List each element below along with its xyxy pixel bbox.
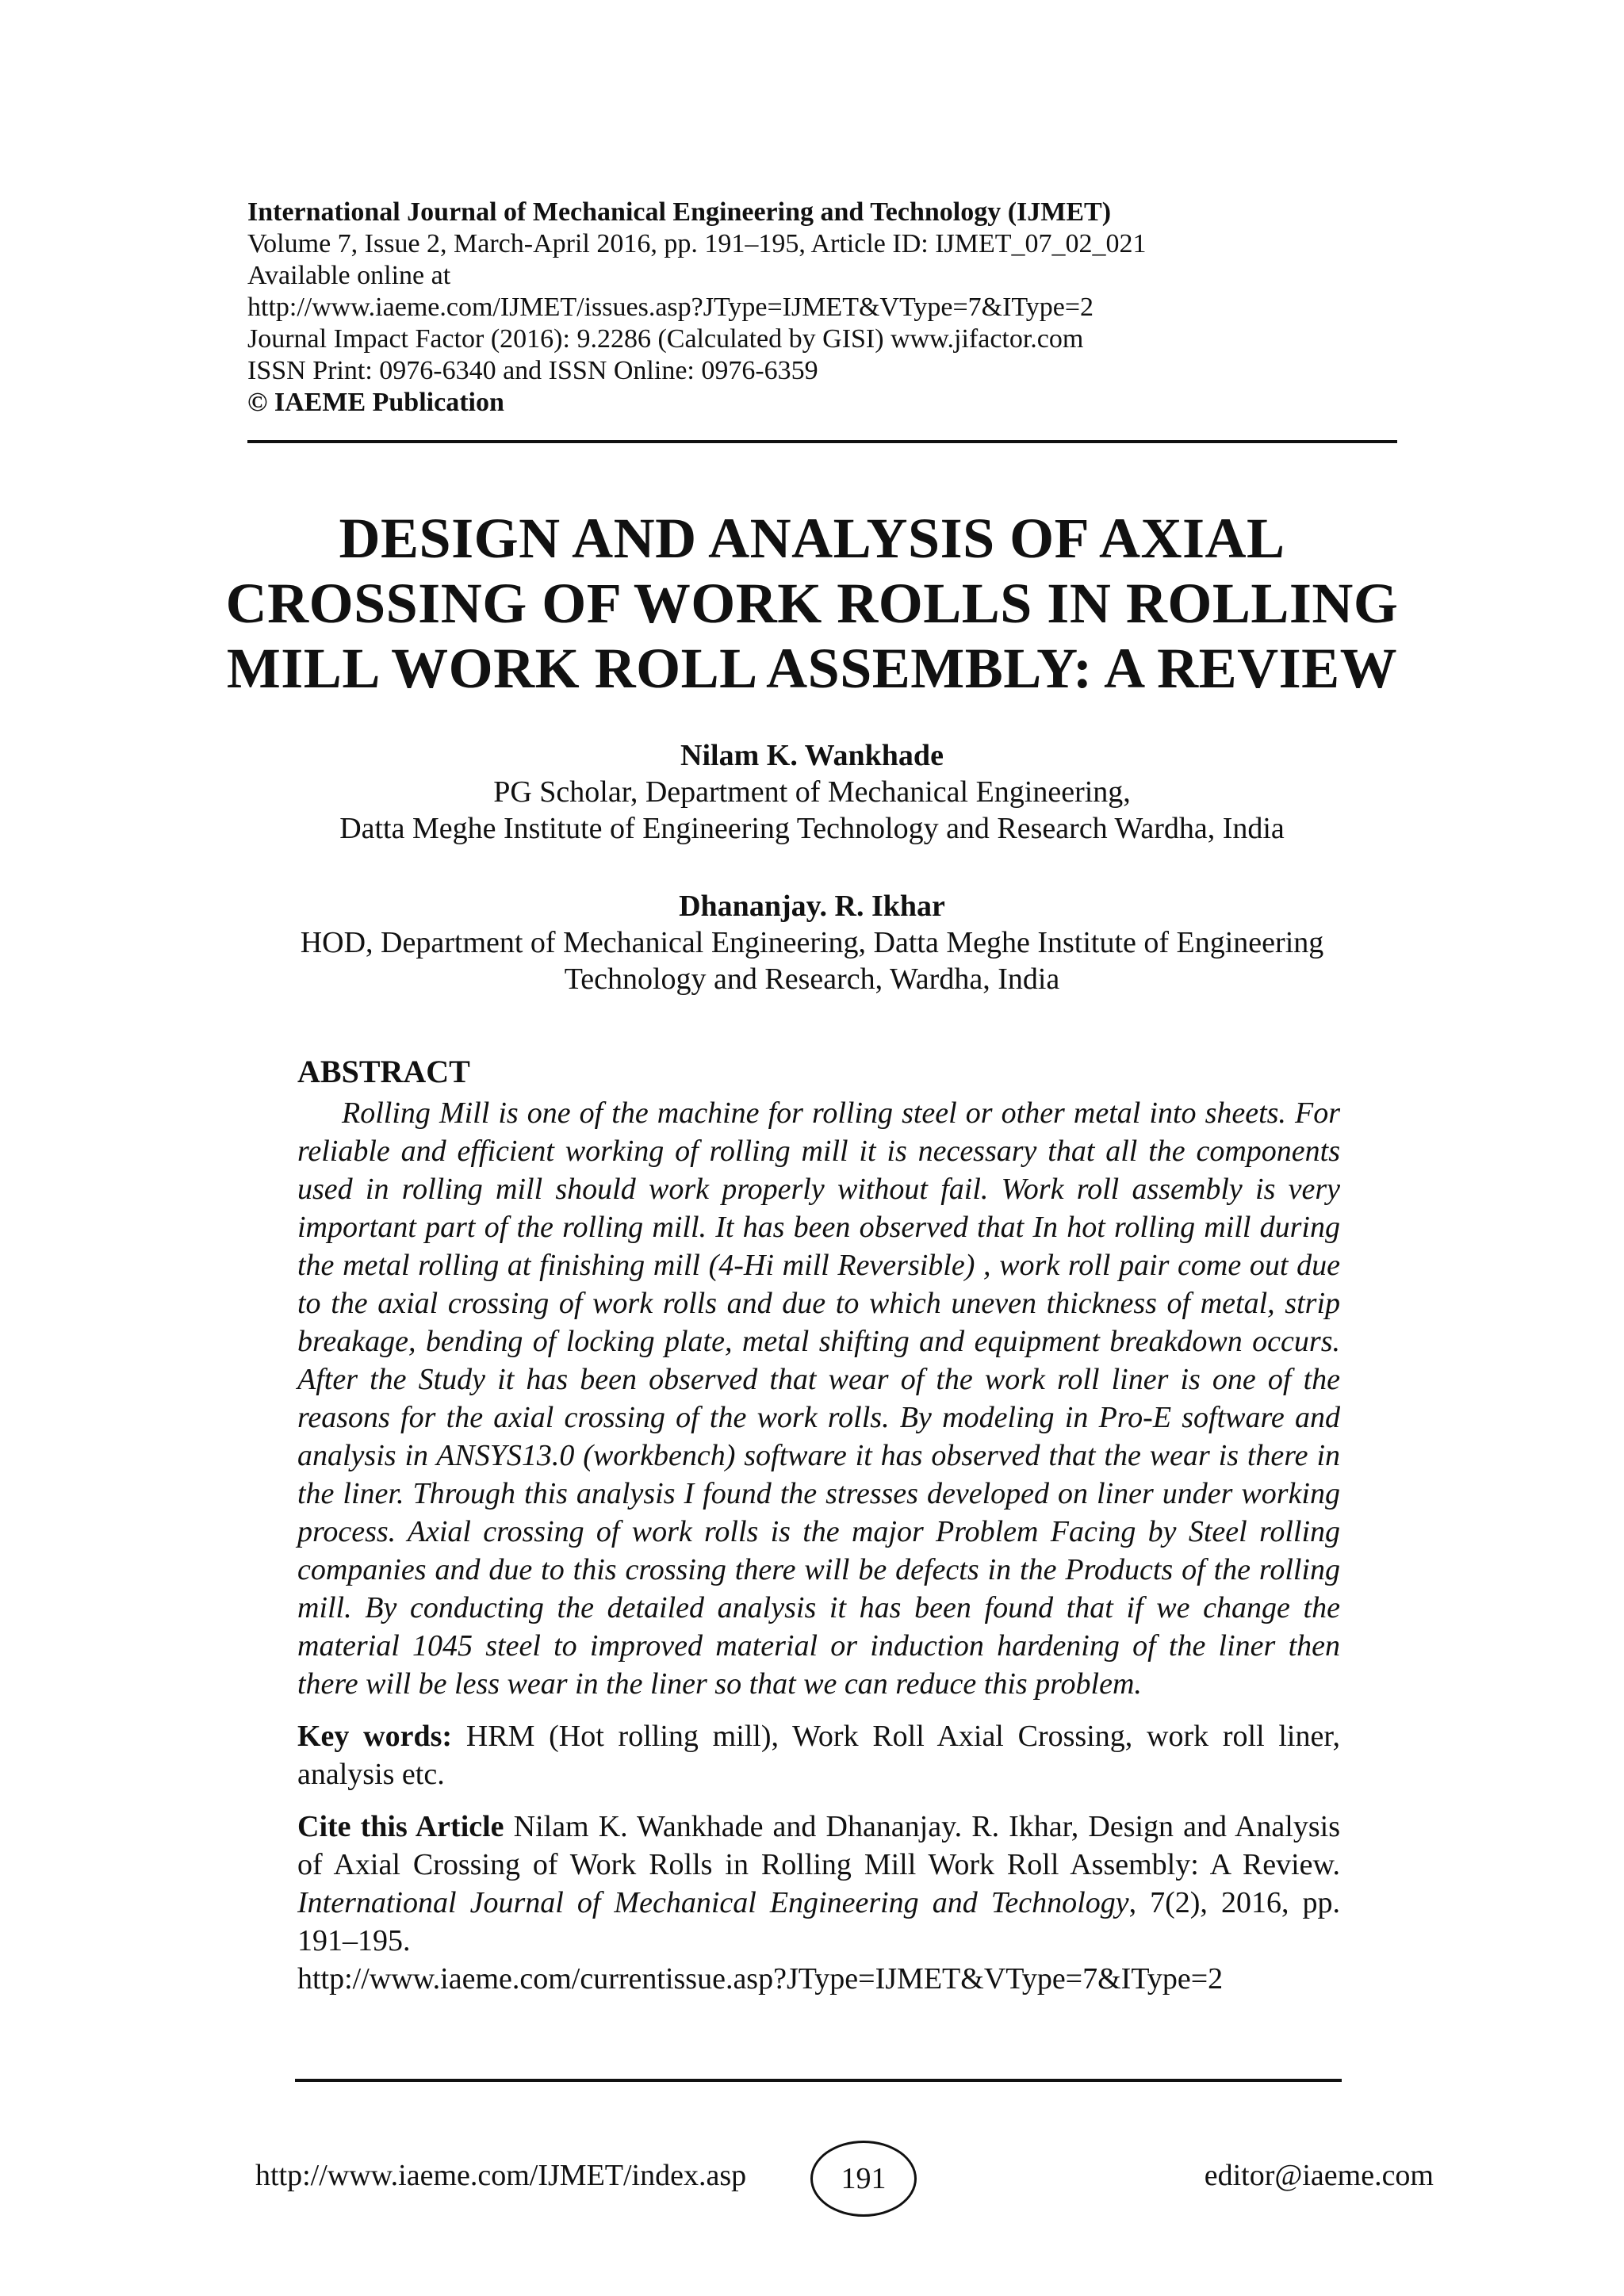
author-affiliation: Technology and Research, Wardha, India [564, 962, 1060, 996]
issn-info: ISSN Print: 0976-6340 and ISSN Online: 0976-6359 [247, 356, 818, 385]
abstract-text: Rolling Mill is one of the machine for rolling steel or other metal into sheets. For reliable and efficient working of rolling mill it is necessary that all the components used in rolling mill should work properly without fail. Work roll assembly is very important part of the rolling mill. It has been observed that In hot rolling mill during the metal rolling at finishing mill (4-Hi mill Reversible) , work roll pair come out due to the axial crossing of work rolls and due to which uneven thickness of metal, strip breakage, bending of locking plate, metal shifting and equipment breakdown occurs. After the Study it has been observed that wear of the work roll liner is one of the reasons for the axial crossing of the work rolls. By modeling in Pro-E software and analysis in ANSYS13.0 (workbench) software it has observed that the wear is there in the liner. Through this analysis I found the stresses developed on liner under working process. Axial crossing of work rolls is the major Problem Facing by Steel rolling companies and due to this crossing there will be defects in the Products of the rolling mill. By conducting the detailed analysis it has been found that if we change the material 1045 steel to improved material or induction hardening of the liner then there will be less wear in the liner so that we can reduce this problem. [297, 1096, 1340, 1701]
page-footer [0, 2141, 1624, 2212]
journal-header [247, 197, 1397, 419]
footer-url[interactable]: http://www.iaeme.com/IJMET/index.asp [255, 2159, 747, 2192]
author-name: Nilam K. Wankhade [680, 739, 944, 772]
title-line-2: CROSSING OF WORK ROLLS IN ROLLING [225, 572, 1399, 635]
cite-divider [295, 2079, 1342, 2082]
cite-text-end: , 7(2), 2016, pp. 191–195. [297, 1886, 1341, 1957]
abstract-heading: ABSTRACT [297, 1054, 470, 1089]
citation [297, 1808, 1340, 1960]
keywords-label: Key words: [297, 1720, 453, 1753]
cite-url[interactable]: http://www.iaeme.com/currentissue.asp?JType=IJMET&VType=7&IType=2 [297, 1962, 1224, 1996]
abstract-section [297, 1053, 1340, 1998]
publisher: © IAEME Publication [247, 388, 504, 417]
keywords [297, 1717, 1340, 1793]
paper-title [119, 506, 1505, 701]
author-block-2 [119, 888, 1505, 997]
footer-email[interactable]: editor@iaeme.com [1204, 2159, 1434, 2192]
author-affiliation: Datta Meghe Institute of Engineering Technology and Research Wardha, India [339, 812, 1285, 845]
author-affiliation: PG Scholar, Department of Mechanical Engineering, [493, 775, 1131, 809]
author-affiliation: HOD, Department of Mechanical Engineering, Datta Meghe Institute of Engineering [300, 926, 1324, 959]
cite-label: Cite this Article [297, 1810, 504, 1843]
header-divider [247, 440, 1397, 443]
cite-journal: International Journal of Mechanical Engineering and Technology [297, 1886, 1129, 1919]
page-number: 191 [810, 2141, 917, 2217]
keywords-text: HRM (Hot rolling mill), Work Roll Axial Crossing, work roll liner, analysis etc. [297, 1720, 1340, 1791]
impact-factor: Journal Impact Factor (2016): 9.2286 (Calculated by GISI) www.jifactor.com [247, 324, 1084, 354]
author-name: Dhananjay. R. Ikhar [679, 890, 945, 923]
volume-info: Volume 7, Issue 2, March-April 2016, pp. 191–195, Article ID: IJMET_07_02_021 [247, 229, 1147, 258]
journal-name: International Journal of Mechanical Engineering and Technology (IJMET) [247, 197, 1112, 227]
author-block-1 [119, 737, 1505, 847]
cite-text: Nilam K. Wankhade and Dhananjay. R. Ikhar, Design and Analysis of Axial Crossing of Work Rolls in Rolling Mill Work Roll Assembly: A Review. [297, 1810, 1340, 1881]
available-online: Available online at [247, 261, 451, 290]
title-line-1: DESIGN AND ANALYSIS OF AXIAL [339, 507, 1285, 570]
title-line-3: MILL WORK ROLL ASSEMBLY: A REVIEW [226, 637, 1398, 700]
issue-url[interactable]: http://www.iaeme.com/IJMET/issues.asp?JType=IJMET&VType=7&IType=2 [247, 293, 1094, 322]
